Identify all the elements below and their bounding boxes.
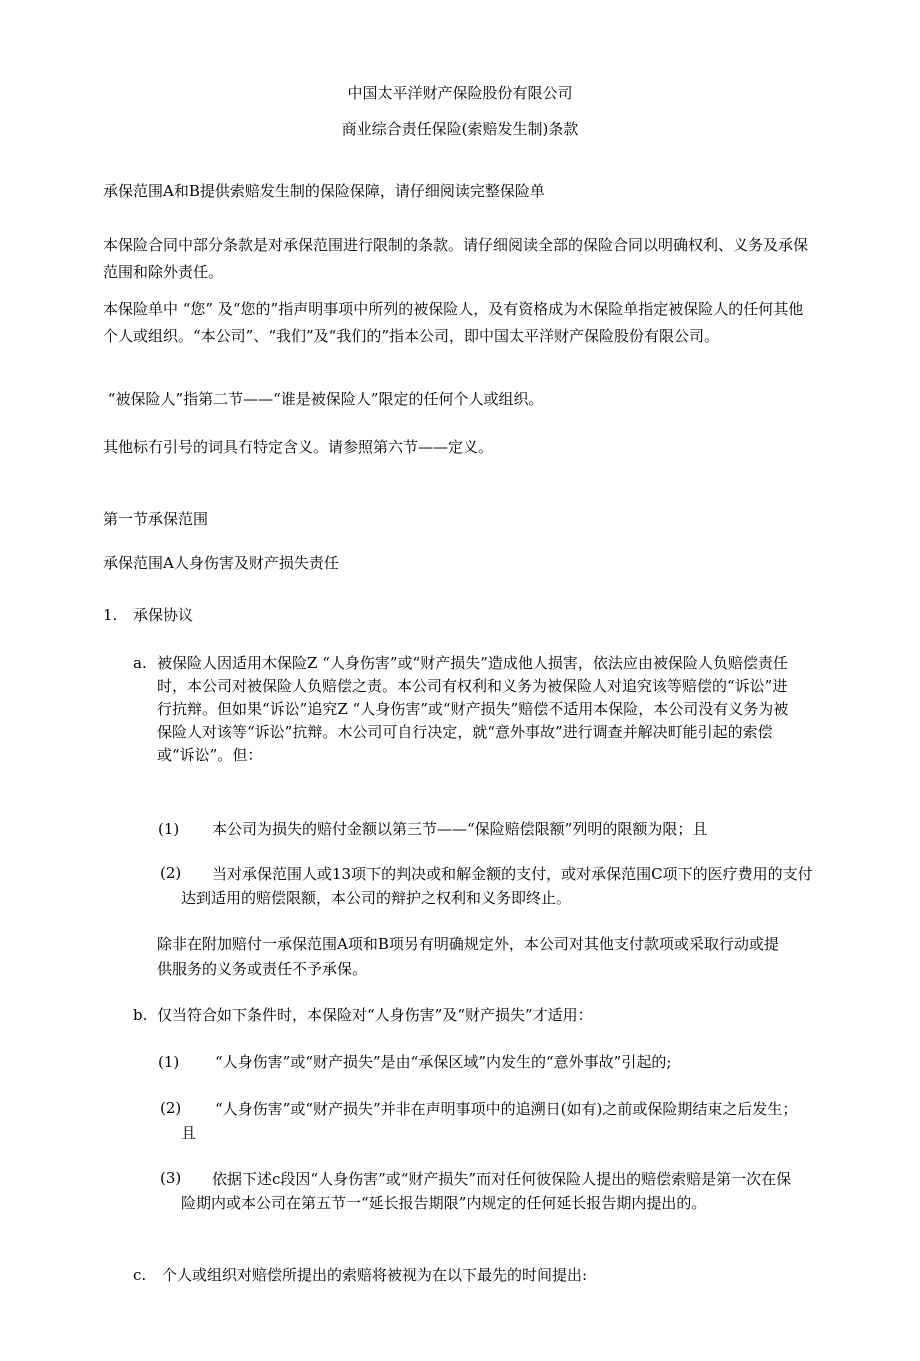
clause-a-sub2-text: 当对承保范围人或13项下的判决或和解金额的支付，或对承保范围C项下的医疗费用的支付达到适用的赔偿限额，本公司的辩护之权利和义务即终止。 [181,865,813,907]
clause-b-text: 仅当符合如下条件时，本保险对“人身伤害”及“财产损失”才适用： [157,1006,593,1024]
item-1-number: 1. [103,606,118,624]
clause-a-sub1-number: (1) [158,820,180,838]
clause-a-text: 被保险人因适用木保险Z “人身伤害”或“财产损失”造成他人损害，依法应由被保险人负赔偿责任时，本公司对被保险人负赔偿之责。本公司有权利和义务为被保险人对追究该等赔偿的“诉讼”进行抗辩。但如果“诉讼”追究Z “人身伤害”或“财产损失”赔偿不适用本保险，本公司没有义务为被保险人对该等“诉讼”抗辩。木公司可自行决定，就“意外事故”进行调查并解决町能引起的索偿或“诉讼”。但： [157,654,789,764]
clause-c-label: c. [133,1266,147,1284]
intro-paragraph-5: 其他标冇引号的词具冇特定含义。请参照第六节——定义。 [103,438,494,456]
clause-b-label: b. [133,1006,148,1024]
intro-paragraph-1: 承保范围A和B提供索赔发生制的保险保障，请仔细阅读完整保险单 [103,182,545,200]
clause-a-label: a. [133,654,147,672]
clause-a-sub2-number: (2) [160,864,182,882]
clause-b-sub2-number: (2) [160,1099,182,1117]
document-title: 中国太平洋财产保险股份有限公司 [347,84,573,102]
coverage-a-heading: 承保范围A人身伤害及财产损失责任 [103,554,339,572]
intro-paragraph-3: 本保险单中 “您” 及“您的”指声明事项中所列的被保险人，及有资格成为木保险单指定被保险人的任何其他个人或组织。“本公司”、“我们”及“我们的”指本公司，即中国太平洋财产保险股份有限公司。 [103,300,804,345]
clause-b-sub2-text: “人身伤害”或“财产损失”并非在声明事项中的追溯日(如有)之前或保险期结束之后发生；且 [181,1100,798,1142]
section-heading: 第一节承保范围 [103,510,209,528]
clause-b-sub3-number: (3) [160,1169,182,1187]
clause-b-sub1-number: (1) [158,1053,180,1071]
intro-paragraph-4: “被保险人”指第二节——“谁是被保险人”限定的任何个人或组织。 [103,390,544,408]
item-1-label: 承保协议 [133,606,194,624]
clause-a-closing: 除非在附加赔付一承保范围A项和B项另有明确规定外，本公司对其他支付款项或采取行动或提供服务的义务或责任不予承保。 [157,935,779,978]
clause-a-sub1-text: 本公司为损失的赔付金额以第三节——“保险赔偿限额”列明的限额为限；且 [212,820,708,838]
clause-b-sub1-text: “人身伤害”或“财产损失”是由“承保区域”内发生的“意外事故”引起的; [215,1053,672,1071]
clause-b-sub3-text: 依据下述c段因“人身伤害”或“财产损失”而对任何彼保险人提出的赔偿索赔是第一次在保险期内或本公司在第五节一“延长报告期限”内规定的任何延长报告期内提出的。 [181,1170,792,1212]
document-subtitle: 商业综合责任保险(索赔发生制)条款 [341,120,579,138]
intro-paragraph-2: 本保险合同中部分条款是对承保范围进行限制的条款。请仔细阅读全部的保险合同以明确权利、义务及承保范围和除外责任。 [103,236,809,281]
clause-c-text: 个人或组织对赔偿所提出的索赔将被视为在以下最先的时间提出: [162,1266,588,1284]
